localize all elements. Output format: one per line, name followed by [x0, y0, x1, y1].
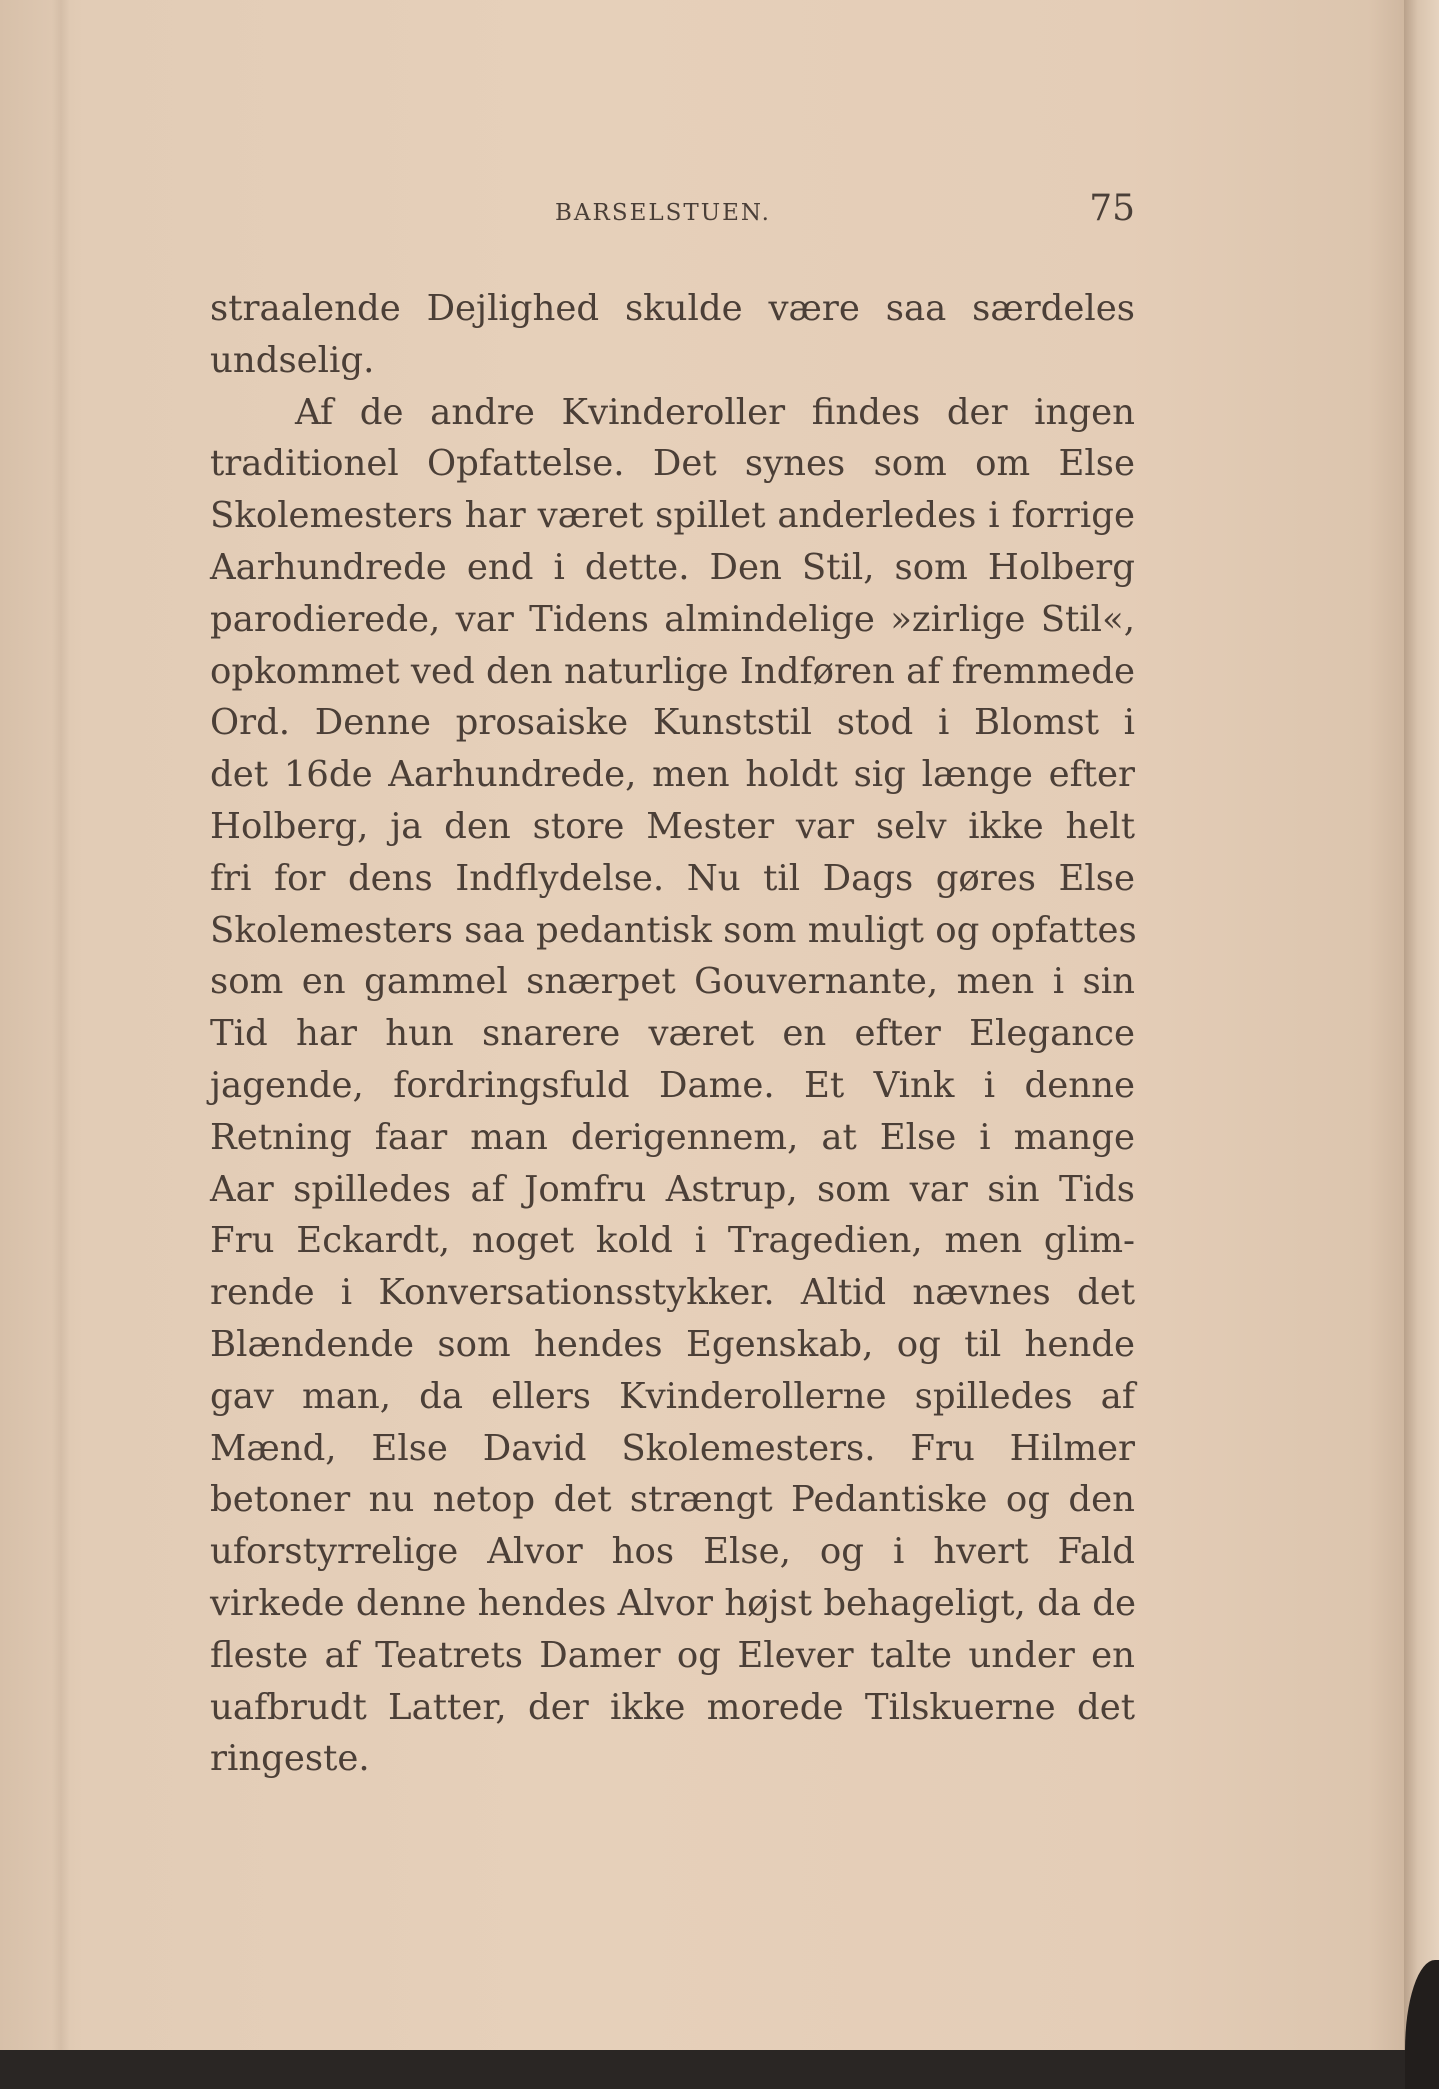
text-line: parodierede, var Tidens almindelige »zirlige Stil«, — [210, 598, 1135, 640]
page-number: 75 — [1089, 188, 1135, 229]
text-line: traditionel Opfattelse. Det synes som om Else — [210, 443, 1135, 485]
text-line: straalende Dejlighed skulde være saa særdeles — [210, 288, 1135, 329]
scan-bottom-border — [0, 2050, 1439, 2089]
text-line: som en gammel snærpet Gouvernante, men i sin — [210, 961, 1135, 1003]
page-edge-right — [1404, 0, 1439, 2089]
text-line: uforstyrrelige Alvor hos Else, og i hvert Fald — [210, 1531, 1135, 1573]
text-line: ringeste. — [210, 1738, 370, 1780]
text-line: fleste af Teatrets Damer og Elever talte under en — [210, 1634, 1135, 1676]
text-line: Fru Eckardt, noget kold i Tragedien, men glim- — [210, 1220, 1135, 1262]
body-text — [210, 283, 1135, 1785]
text-line: Aarhundrede end i dette. Den Stil, som Holberg — [210, 546, 1135, 588]
text-line: undselig. — [210, 339, 375, 381]
text-line: Ord. Denne prosaiske Kunststil stod i Blomst i — [210, 702, 1135, 744]
text-line: fri for dens Indflydelse. Nu til Dags gøres Else — [210, 857, 1135, 899]
page-gutter-shadow — [52, 0, 70, 2050]
text-line: Holberg, ja den store Mester var selv ikke helt — [210, 805, 1135, 847]
text-line: betoner nu netop det strængt Pedantiske og den — [210, 1479, 1135, 1521]
text-line: Skolemesters saa pedantisk som muligt og opfattes — [210, 909, 1137, 951]
text-line: Skolemesters har været spillet anderledes i forrige — [210, 495, 1135, 537]
text-line: Tid har hun snarere været en efter Elegance — [210, 1013, 1135, 1055]
text-line: Retning faar man derigennem, at Else i mange — [210, 1116, 1135, 1158]
text-line: opkommet ved den naturlige Indføren af fremmede — [210, 650, 1135, 692]
page-header — [210, 188, 1135, 248]
text-line: det 16de Aarhundrede, men holdt sig længe efter — [210, 754, 1135, 796]
text-line: Aar spilledes af Jomfru Astrup, som var sin Tids — [210, 1168, 1135, 1210]
text-line: uafbrudt Latter, der ikke morede Tilskuerne det — [210, 1686, 1135, 1728]
text-line: Blændende som hendes Egenskab, og til hende — [210, 1323, 1135, 1365]
text-line: Mænd, Else David Skolemesters. Fru Hilmer — [210, 1427, 1135, 1469]
text-line: gav man, da ellers Kvinderollerne spilledes af — [210, 1375, 1135, 1417]
text-line: rende i Konversationsstykker. Altid nævnes det — [210, 1272, 1135, 1314]
text-line: virkede denne hendes Alvor højst behageligt, da de — [210, 1582, 1136, 1624]
text-line: jagende, fordringsfuld Dame. Et Vink i denne — [210, 1064, 1135, 1106]
running-title: BARSELSTUEN. — [555, 200, 771, 226]
text-line: Af de andre Kvinderoller findes der ingen — [295, 391, 1135, 433]
